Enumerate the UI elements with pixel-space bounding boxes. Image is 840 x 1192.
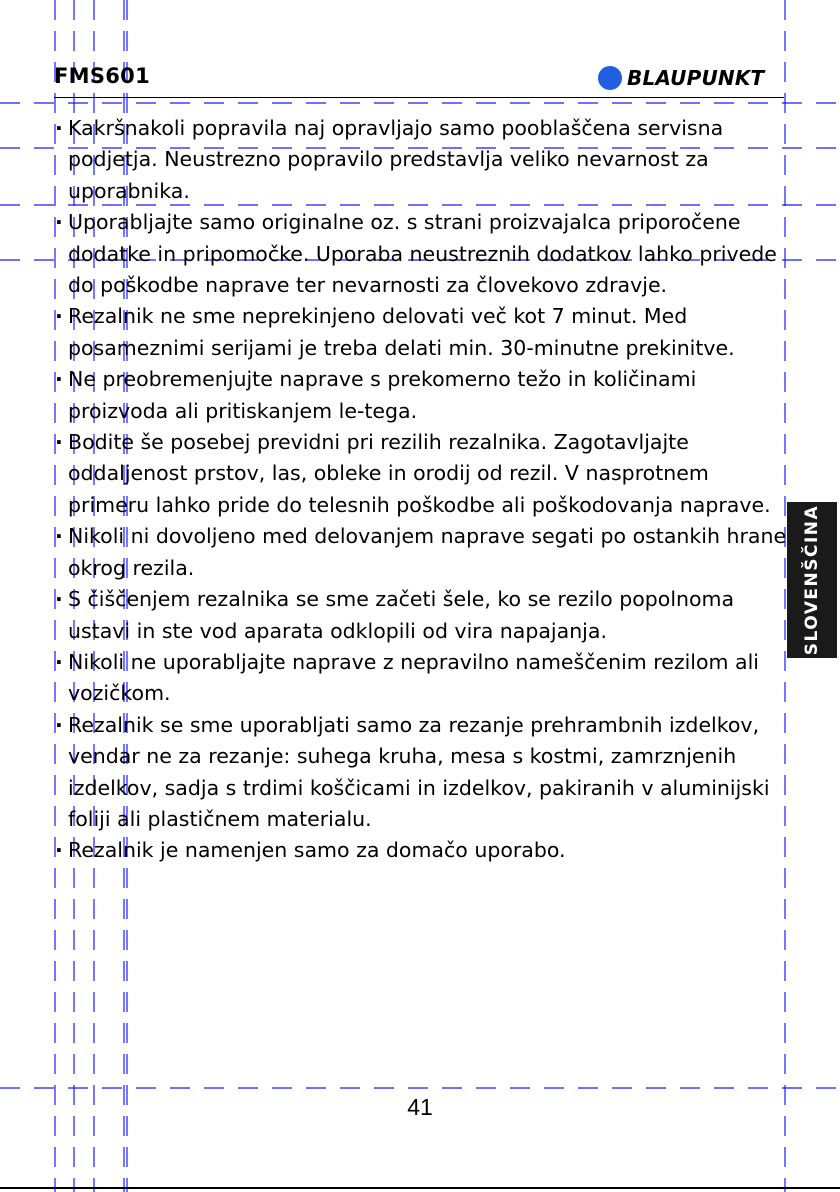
brand-name: BLAUPUNKT <box>627 66 765 90</box>
brand-dot-icon <box>598 66 622 90</box>
list-item: · Uporabljajte samo originalne oz. s strani proizvajalca priporočene dodatke in pripomočke. Uporaba neustreznih dodatkov lahko privede do poškodbe naprave ter nevarnosti za človekovo zdravje. <box>54 207 789 301</box>
language-tab-label: SLOVENŠČINA <box>802 504 822 656</box>
bottom-divider <box>0 1187 840 1189</box>
instruction-list <box>54 113 789 867</box>
page-number: 41 <box>407 1094 433 1120</box>
list-item: · Nikoli ne uporabljajte naprave z nepravilno nameščenim rezilom ali vozičkom. <box>54 647 789 710</box>
list-item: · S čiščenjem rezalnika se sme začeti šele, ko se rezilo popolnoma ustavi in ste vod aparata odklopili od vira napajanja. <box>54 584 789 647</box>
list-item: · Rezalnik ne sme neprekinjeno delovati več kot 7 minut. Med posameznimi serijami je treba delati min. 30-minutne prekinitve. <box>54 301 789 364</box>
list-item: · Ne preobremenjujte naprave s prekomerno težo in količinami proizvoda ali pritiskanjem le-tega. <box>54 364 789 427</box>
list-item: · Kakršnakoli popravila naj opravljajo samo pooblaščena servisna podjetja. Neustrezno popravilo predstavlja veliko nevarnost za uporabnika. <box>54 113 789 207</box>
list-item: · Bodite še posebej previdni pri rezilih rezalnika. Zagotavljajte oddaljenost prstov, las, obleke in orodij od rezil. V nasprotnem primeru lahko pride do telesnih poškodbe ali poškodovanja naprave. <box>54 427 789 521</box>
brand-logo <box>598 63 764 93</box>
safety-instructions <box>54 113 789 867</box>
list-item: · Rezalnik je namenjen samo za domačo uporabo. <box>54 835 789 866</box>
model-name: FMS601 <box>54 64 151 88</box>
header-divider <box>54 97 784 98</box>
language-tab <box>787 502 837 658</box>
list-item: · Nikoli ni dovoljeno med delovanjem naprave segati po ostankih hrane okrog rezila. <box>54 521 789 584</box>
list-item: · Rezalnik se sme uporabljati samo za rezanje prehrambnih izdelkov, vendar ne za rezanje: suhega kruha, mesa s kostmi, zamrznjenih izdelkov, sadja s trdimi koščicami in izdelkov, pakiranih v aluminijski foliji ali plastičnem materialu. <box>54 710 789 836</box>
